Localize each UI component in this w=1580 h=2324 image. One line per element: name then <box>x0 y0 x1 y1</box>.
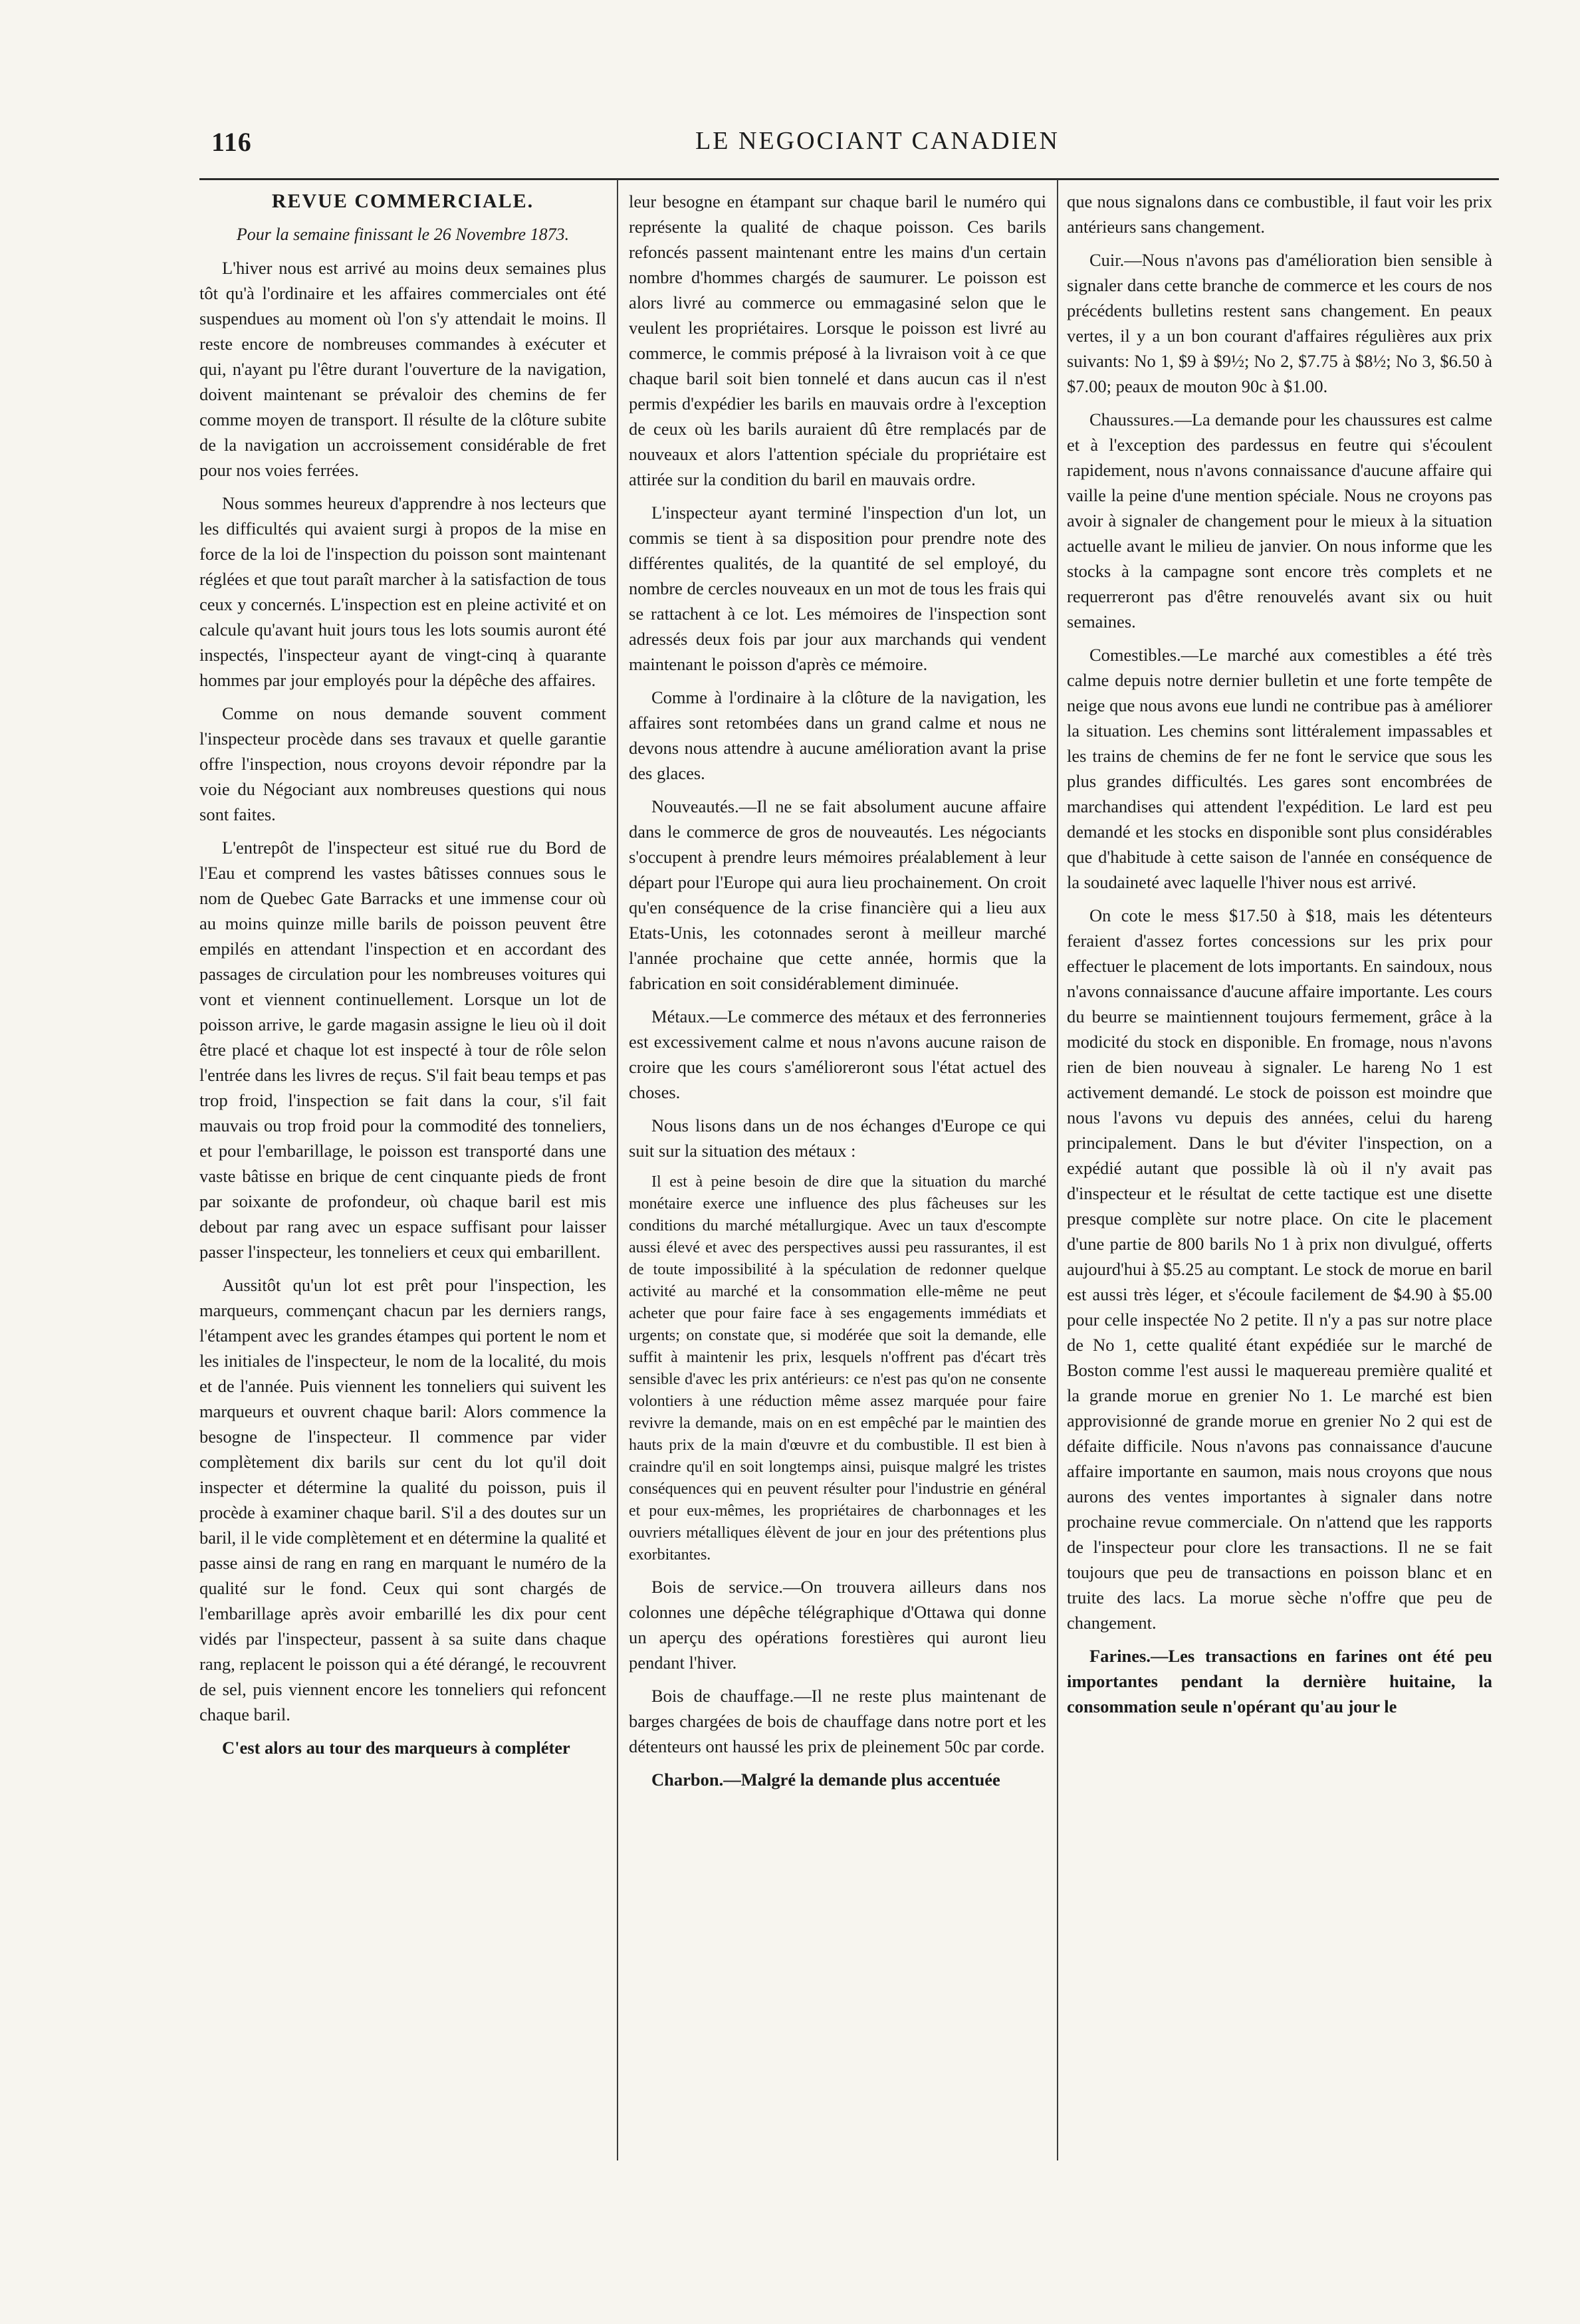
paragraph: Métaux.—Le commerce des métaux et des ferronneries est excessivement calme et nous n'avons aucune raison de croire que les cours s'amélioreront sous l'état actuel des choses. <box>629 1006 1046 1102</box>
paragraph: Cuir.—Nous n'avons pas d'amélioration bien sensible à signaler dans cette branche de commerce et les cours de nos précédents bulletins restent sans changement. En peaux vertes, il y a un bon courant d'affaires régulières aux prix suivants: No 1, $9 à $9½; No 2, $7.75 à $8½; No 3, $6.50 à $7.00; peaux de mouton 90c à $1.00. <box>1067 250 1492 396</box>
paragraph: Comme on nous demande souvent comment l'inspecteur procède dans ses travaux et quelle garantie offre l'inspection, nous croyons devoir répondre par la voie du Négociant aux nombreuses questions qui nous sont faites. <box>199 703 606 824</box>
paragraph: Bois de service.—On trouvera ailleurs dans nos colonnes une dépêche télégraphique d'Ottawa qui donne un aperçu des opérations forestières qui auront lieu pendant l'hiver. <box>629 1577 1046 1673</box>
paragraph: Comestibles.—Le marché aux comestibles a été très calme depuis notre dernier bulletin et une forte tempête de neige que nous avons eue lundi ne contribue pas à améliorer la situation. Les chemins sont littéralement impassables et les trains de chemins de fer ne font le service que sous les plus grandes difficultés. Les gares sont encombrées de marchandises qui attendent l'expédition. Le lard est peu demandé et les stocks en disponible sont plus considérables que d'habitude à cette saison de l'année en conséquence de la soudaineté avec laquelle l'hiver nous est arrivé. <box>1067 645 1492 892</box>
page-number: 116 <box>211 127 252 157</box>
paragraph: On cote le mess $17.50 à $18, mais les détenteurs feraient d'assez fortes concessions sur les prix pour effectuer le placement de lots importants. En saindoux, nous n'avons connaissance d'aucune affaire importante. Les cours du beurre se maintiennent toujours fermement, grâce à la modicité du stock en disponible. En fromage, nous n'avons rien de bien nouveau à signaler. Le hareng No 1 est activement demandé. Le stock de poisson est moindre que nous l'avons vu depuis des années, celui du hareng principalement. Dans le but d'éviter l'inspection, on a expédié autant que possible là où il n'y avait pas d'inspecteur et le résultat de cette tactique est une disette presque complète sur notre place. On cite le placement d'une partie de 800 barils No 1 à prix non divulgué, offerts aujourd'hui à $5.25 au comptant. Le stock de morue en baril est aussi très léger, et s'écoule facilement de $4.90 à $5.00 pour celle inspectée No 2 petite. Il n'y a pas sur notre place de No 1, cette qualité étant expédiée sur le marché de Boston comme l'est aussi le maquereau première qualité et la grande morue en grenier No 1. Le marché est bien approvisionné de grande morue en grenier No 2 qui est de défaite difficile. Nous n'avons pas connaissance d'aucune affaire importante en saumon, mais nous croyons que nous aurons des ventes importantes à signaler dans notre prochaine revue commerciale. On n'attend que les rapports de l'inspecteur pour clore les transactions. Il ne se fait toujours que peu de transactions en poisson blanc et en truite des lacs. La morue sèche n'offre que peu de changement. <box>1067 905 1492 1633</box>
journal-title: LE NEGOCIANT CANADIEN <box>695 127 1060 155</box>
paragraph: leur besogne en étampant sur chaque baril le numéro qui représente la qualité de chaque poisson. Ces barils refoncés passent maintenant entre les mains d'un certain nombre d'hommes chargés de saumurer. Le poisson est alors livré au commerce ou emmagasiné selon que le veulent les propriétaires. Lorsque le poisson est livré au commerce, le commis préposé à la livraison voit à ce que chaque baril soit bien tonnelé et dans aucun cas il n'est permis d'expédier les barils en mauvais ordre à l'exception de ceux où les barils auraient dû être remplacés par de nouveaux et alors l'attention spéciale du propriétaire est attirée sur la condition du baril en mauvais ordre. <box>629 191 1046 489</box>
paragraph: L'inspecteur ayant terminé l'inspection d'un lot, un commis se tient à sa disposition pour prendre note des différentes qualités, de la quantité de sel employé, du nombre de cercles nouveaux en un mot de tous les frais qui se rattachent à ce lot. Les mémoires de l'inspection sont adressés deux fois par jour aux marchands qui vendent maintenant le poisson d'après ce mémoire. <box>629 503 1046 674</box>
paragraph: Nouveautés.—Il ne se fait absolument aucune affaire dans le commerce de gros de nouveautés. Les négociants s'occupent à prendre leurs mémoires préalablement à leur départ pour l'Europe qui aura lieu prochainement. On croit qu'en conséquence de la crise financière qui a lieu aux Etats-Unis, les cotonnades seront à meilleur marché l'année prochaine que cette année, hormis que la fabrication en soit considérablement diminuée. <box>629 796 1046 993</box>
column-3 <box>1067 189 1492 1727</box>
column-1 <box>199 189 606 1768</box>
column-2 <box>629 189 1046 1800</box>
paragraph: Bois de chauffage.—Il ne reste plus maintenant de barges chargées de bois de chauffage dans notre port et les détenteurs ont haussé les prix de pleinement 50c par corde. <box>629 1686 1046 1756</box>
quoted-paragraph: Il est à peine besoin de dire que la situation du marché monétaire exerce une influence des plus fâcheuses sur les conditions du marché métallurgique. Avec un taux d'escompte aussi élevé et avec des perspectives aussi peu rassurantes, il est de toute impossibilité à la spéculation de redonner quelque activité au marché et la consommation elle-même ne peut acheter que pour faire face à ses engagements immédiats et urgents; on constate que, si modérée que soit la demande, elle suffit à maintenir les prix, lesquels n'offrent pas d'écart très sensible d'avec les prix antérieurs: ce n'est pas qu'on ne consente volontiers à une réduction même assez marquée pour faire revivre la demande, mais on en est empêché par le maintien des hauts prix de la main d'œuvre et du combustible. Il est bien à craindre qu'il en soit longtemps ainsi, puisque malgré les tristes conséquences qui en peuvent résulter pour l'industrie en général et pour eux-mêmes, les propriétaires de charbonnages et les ouvriers métalliques élèvent de jour en jour des prétentions plus exorbitantes. <box>629 1173 1046 1564</box>
paragraph: Nous sommes heureux d'apprendre à nos lecteurs que les difficultés qui avaient surgi à propos de la mise en force de la loi de l'inspection du poisson sont maintenant réglées et que tout paraît marcher à la satisfaction de tous ceux y concernés. L'inspection est en pleine activité et on calcule qu'avant huit jours tous les lots soumis auront été inspectés, l'inspecteur ayant de vingt-cinq à quarante hommes par jour employés pour la dépêche des affaires. <box>199 493 606 690</box>
paragraph: Chaussures.—La demande pour les chaussures est calme et à l'exception des pardessus en feutre qui s'écoulent rapidement, nous n'avons connaissance d'aucune affaire qui vaille la peine d'une mention spéciale. Nous ne croyons pas avoir à signaler de changement pour le mieux à la situation actuelle avant le milieu de janvier. On nous informe que les stocks à la campagne sont encore très complets et ne requerreront pas d'être renouvelés avant six ou huit semaines. <box>1067 409 1492 632</box>
column-divider <box>1057 179 1058 2160</box>
paragraph: Comme à l'ordinaire à la clôture de la navigation, les affaires sont retombées dans un grand calme et nous ne devons nous attendre à aucune amélioration avant la prise des glaces. <box>629 687 1046 783</box>
paragraph: Charbon.—Malgré la demande plus accentuée <box>651 1770 1000 1790</box>
paragraph: Aussitôt qu'un lot est prêt pour l'inspection, les marqueurs, commençant chacun par les derniers rangs, l'étampent avec les grandes étampes qui portent le nom et les initiales de l'inspecteur, le nom de la localité, du mois et de l'année. Puis viennent les tonneliers qui suivent les marqueurs et ouvrent chaque baril: Alors commence la besogne de l'inspecteur. Il commence par vider complètement dix barils sur cent du lot qu'il doit inspecter et détermine la qualité du poisson, puis il procède à examiner chaque baril. S'il a des doutes sur un baril, il le vide complètement et en détermine la qualité et passe ainsi de rang en rang en marquant le numéro de la qualité sur le fond. Ceux qui sont chargés de l'embarillage après avoir embarillé les dix pour cent vidés par l'inspecteur, passent à sa suite dans chaque rang, replacent le poisson qui a été dérangé, le recouvrent de sel, puis viennent encore les tonneliers qui refoncent chaque baril. <box>199 1275 606 1724</box>
article-dateline: Pour la semaine finissant le 26 Novembre 1873. <box>236 225 570 244</box>
paragraph: L'hiver nous est arrivé au moins deux semaines plus tôt qu'à l'ordinaire et les affaires commerciales ont été suspendues au moment où l'on s'y attendait le moins. Il reste encore de nombreuses commandes à exécuter et qui, n'ayant pu l'être durant l'ouverture de la navigation, doivent maintenant se prévaloir des chemins de fer comme moyen de transport. Il résulte de la clôture subite de la navigation un accroissement considérable de fret pour nos voies ferrées. <box>199 258 606 480</box>
paragraph: L'entrepôt de l'inspecteur est situé rue du Bord de l'Eau et comprend les vastes bâtisses connues sous le nom de Quebec Gate Barracks et une immense cour où au moins quinze mille barils de poisson peuvent être empilés en attendant l'inspection et en accordant des passages de circulation pour les nombreuses voitures qui vont et viennent continuellement. Lorsque un lot de poisson arrive, le garde magasin assigne le lieu où il doit être placé et chaque lot est inspecté à tour de rôle selon l'entrée dans les livres de reçus. S'il fait beau temps et pas trop froid, l'inspection se fait dans la cour, s'il fait mauvais ou trop froid pour la commodité des tonneliers, et pour l'embarillage, le poisson est transporté dans une vaste bâtisse en brique de cent cinquante pieds de front par soixante de profondeur, où chaque baril est mis debout par rang avec un espace suffisant pour laisser passer l'inspecteur, les tonneliers et ceux qui embarillent. <box>199 838 606 1262</box>
header-rule <box>199 178 1499 180</box>
paragraph: Farines.—Les transactions en farines ont été peu importantes pendant la dernière huitaine, la consommation seule n'opérant qu'au jour le <box>1067 1646 1492 1716</box>
paragraph: Nous lisons dans un de nos échanges d'Europe ce qui suit sur la situation des métaux : <box>629 1115 1046 1161</box>
article-heading: REVUE COMMERCIALE. <box>271 190 534 212</box>
column-divider <box>617 179 618 2160</box>
paragraph: que nous signalons dans ce combustible, il faut voir les prix antérieurs sans changement. <box>1067 191 1492 237</box>
paragraph: C'est alors au tour des marqueurs à compléter <box>222 1738 570 1758</box>
